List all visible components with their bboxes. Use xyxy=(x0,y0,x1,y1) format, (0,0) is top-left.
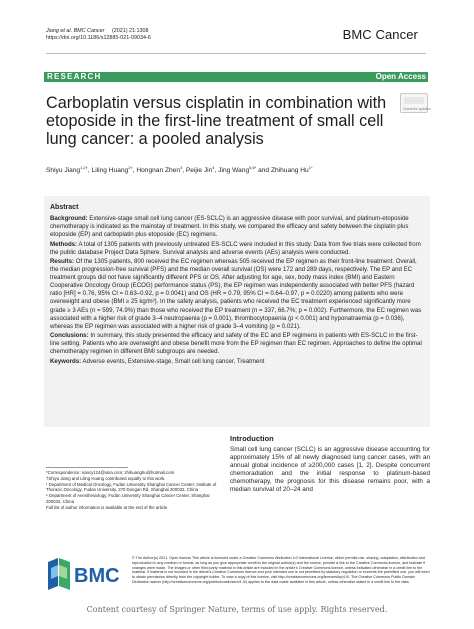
abstract-background xyxy=(50,215,424,239)
author-affiliation: 2† xyxy=(128,165,133,170)
author-affiliation: 3 xyxy=(180,165,183,170)
doi-link[interactable]: https://doi.org/10.1186/s12885-021-09034-6 xyxy=(46,35,151,41)
abstract-keywords xyxy=(50,358,424,366)
journal-brand: BMC Cancer xyxy=(342,27,418,42)
header-divider xyxy=(46,53,426,54)
author-affiliation: 4 xyxy=(212,165,215,170)
affiliation-note: ⁵ Department of Anesthesiology, Fudan University Shanghai Cancer Center, Shanghai 200032, China xyxy=(46,493,210,504)
abstract-section-label: Methods: xyxy=(50,240,78,248)
check-updates-label: Check for updates xyxy=(403,107,431,111)
article-title: Carboplatin versus cisplatin in combination with etoposide in the first-line treatment of small cell lung cancer: a pooled analysis xyxy=(46,94,387,149)
abstract-section-text: Adverse events, Extensive-stage, Small cell lung cancer, Treatment xyxy=(82,357,265,365)
author-name: Peijie Jin xyxy=(185,167,213,175)
journal-citation xyxy=(46,28,151,42)
abstract-section-text: A total of 1305 patients with previously untreated ES-SCLC were included in this study. Data from five trials were collected from the public database Project Data Sphere. Survival analysis and adverse events (AEs) analysis were conducted. xyxy=(50,240,421,256)
footnote-divider xyxy=(46,467,128,468)
bmc-logo-icon xyxy=(48,558,70,590)
correspondence-note: *Correspondence: nancy124@sina.com; zhihuanghu@hotmail.com xyxy=(46,470,175,475)
section-banner xyxy=(44,72,428,82)
author-affiliation: 1* xyxy=(308,165,313,170)
check-updates-icon xyxy=(404,97,424,104)
author-name: Zhihuang Hu xyxy=(270,167,309,175)
author-list: Shiyu Jiang$^{1,2\dagger}$, Liling Huang$^{2\dagger}$, Hongnan Zhen$^3$, Peijie Jin$^4$, Jing Wang$^{5,6*}$ and Zhihuang $Hu^{1*}$ xyxy=(46,165,313,175)
abstract-section-label: Keywords: xyxy=(50,357,82,365)
open-access-label: Open Access xyxy=(375,72,426,81)
abstract-heading: Abstract xyxy=(50,204,79,211)
author-name: Jing Wang xyxy=(218,167,250,175)
abstract-section-text: Extensive-stage small cell lung cancer (ES-SCLC) is an aggressive disease with poor survival, and platinum-etoposide chemotherapy is indicated as the mainstay of treatment. In this study, we compared the efficacy and safety between the cisplatin plus etoposide (EP) and carboplatin plus etoposide (EC) regimens. xyxy=(50,215,409,239)
author-affiliation: 1,2† xyxy=(80,165,88,170)
citation-year-volume: (2021) 21:1308 xyxy=(111,28,149,34)
abstract-body xyxy=(50,215,424,367)
author-name: Liling Huang xyxy=(91,167,129,175)
abstract-conclusions xyxy=(50,332,424,356)
author-conjunction: and xyxy=(258,167,270,175)
abstract-section-text: Of the 1305 patients, 800 received the EC regimen whereas 505 received the EP regimen as their front-line treatment. Overall, the median progression-free survival (PFS) and the median overall survival (OS) were 172 and 289 days, respectively. The EP and EC treatment groups did not have significantly different PFS or OS. After adjusting for age, sex, body mass index (BMI) and Eastern Cooperative Oncology Group (ECOG) performance status (PS), the EP regimen was independently associated with better PFS (hazard ratio [HR] = 0.76, 95% CI = 0.63–0.92, p = 0.0041) and OS (HR = 0.79, 95% CI = 0.64–0.97, p = 0.0220) among patients who were overweight and obese (BMI ≥ 25 kg/m²). In the safety analysis, patients who received the EC treatment experienced significantly more grade ≥ 3 AEs (n = 599, 74.9%) than those who received the EP treatment (n = 337, 66.7%; p = 0.002). Furthermore, the EC regimen was associated with a higher risk of grade 3–4 neutropaenia (p = 0.001), thrombocytopaenia (p < 0.001) and hyponatraemia (p = 0.036), whereas the EP regimen was associated with a higher risk of grade 3–4 vomiting (p = 0.021). xyxy=(50,258,422,330)
abstract-box xyxy=(44,196,430,427)
abstract-methods xyxy=(50,241,424,257)
bmc-logo xyxy=(46,556,124,592)
abstract-section-label: Background: xyxy=(50,215,88,222)
author-name: Hongnan Zhen xyxy=(136,167,180,175)
abstract-section-text: In summary, this study presented the efficacy and safety of the EC and EP regimens in patients with ES-SCLC in the first-line setting. Patients who are overweight and obese benefit more from the EP regimen than EC regimen. Approaches to define the optimal chemotherapy regimen in different BMI subgroups are needed. xyxy=(50,332,422,356)
citation-text: Jiang et al. BMC Cancer xyxy=(46,28,105,34)
check-for-updates-badge[interactable] xyxy=(400,93,431,113)
content-courtesy: Content courtesy of Springer Nature, terms of use apply. Rights reserved. xyxy=(86,605,388,614)
author-affiliation: 5,6* xyxy=(249,165,257,170)
footnotes xyxy=(46,470,222,511)
abstract-section-label: Results: xyxy=(50,258,75,266)
affiliation-note: ¹ Department of Medical Oncology, Fudan University Shanghai Cancer Center; Institute of Thoracic Oncology, Fudan University, 270 Dongan Rd, Shanghai 200032, China xyxy=(46,481,217,493)
introduction-text: Small cell lung cancer (SCLC) is an aggressive disease accounting for approximately 15% of all newly diagnosed lung cancer cases, with an annual global incidence of ≥200,000 cases [1, 2]. Despite concurrent chemoradiation and the initial response to platinum-based chemotherapy, the prognosis for this disease remains poor, with a median survival of 20–24 and xyxy=(230,446,430,494)
author-name: Shiyu Jiang xyxy=(46,167,81,175)
introduction-heading: Introduction xyxy=(230,434,274,443)
abstract-section-label: Conclusions: xyxy=(50,332,89,340)
section-label: RESEARCH xyxy=(47,72,102,81)
bmc-logo-text: BMC xyxy=(74,565,120,587)
license-text: © The Author(s) 2021. Open Access This article is licensed under a Creative Commons Attribution 4.0 International License, which permits use, sharing, adaptation, distribution and reproduction in any medium or format, as long as you give appropriate credit to the original author(s) and the source, provide a link to the Creative Commons licence, and indicate if changes were made. The images or other third party material in this article are included in the article's Creative Commons licence, unless indicated otherwise in a credit line to the material. If material is not included in the article's Creative Commons licence and your intended use is not permitted by statutory regulation or exceeds the permitted use, you will need to obtain permission directly from the copyright holder. To view a copy of this licence, visit http://creativecommons.org/licenses/by/4.0/. The Creative Commons Public Domain Dedication waiver (http://creativecommons.org/publicdomain/zero/1.0/) applies to the data made available in this article, unless otherwise stated in a credit line to the data. xyxy=(132,556,430,584)
equal-contribution-note: †Shiyu Jiang and Liling Huang contributed equally to this work. xyxy=(46,475,166,481)
author-info-note: Full list of author information is available at the end of the article xyxy=(46,504,168,510)
abstract-results xyxy=(50,258,424,330)
